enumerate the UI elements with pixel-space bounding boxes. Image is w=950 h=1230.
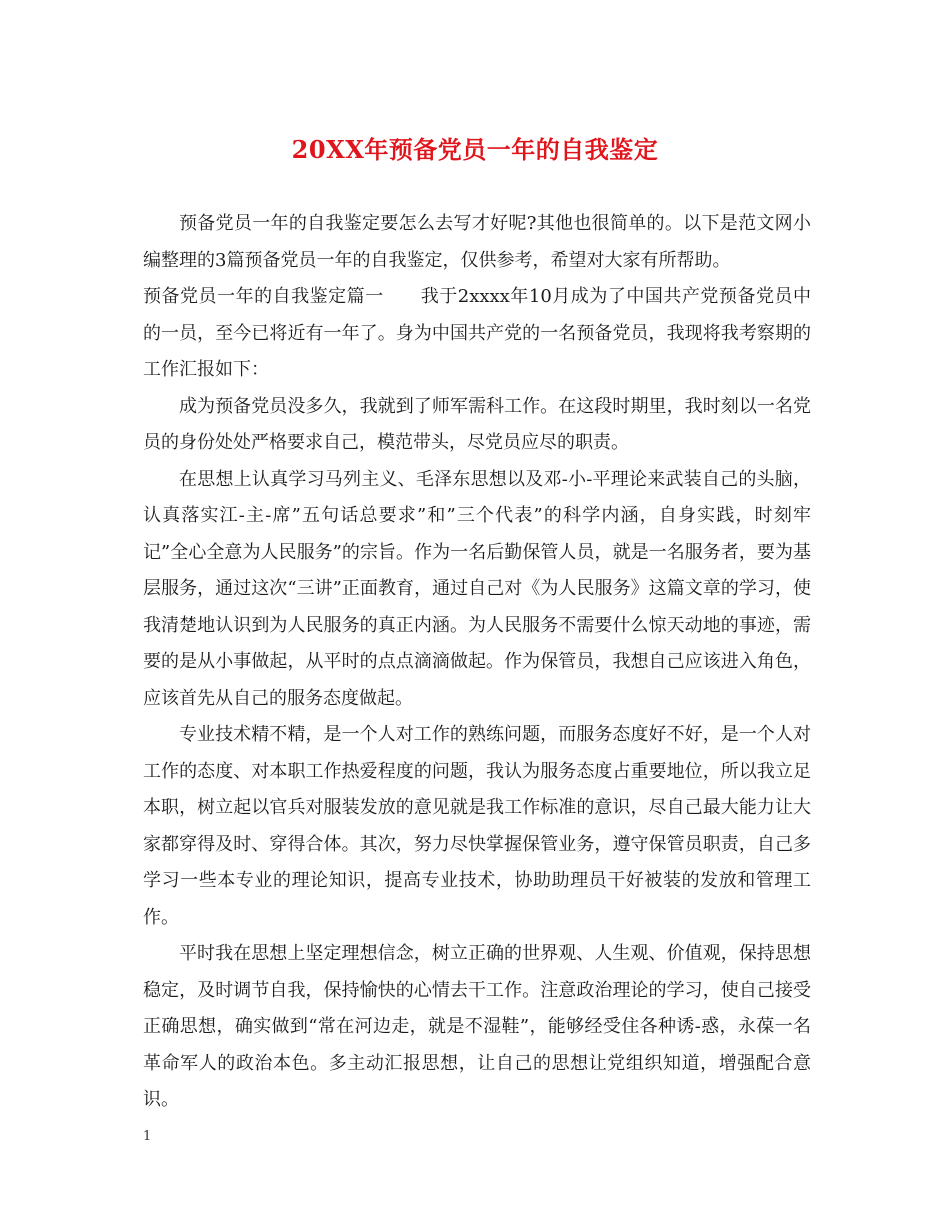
paragraph-section-one-opening: 预备党员一年的自我鉴定篇一 我于2xxxx年10月成为了中国共产党预备党员中的一员，至今已将近有一年了。身为中国共产党的一名预备党员，我现将我考察期的工作汇报如下： — [143, 286, 811, 380]
paragraph-intro: 预备党员一年的自我鉴定要怎么去写才好呢?其他也很简单的。以下是范文网小编整理的3篇预备党员一年的自我鉴定，仅供参考，希望对大家有所帮助。 — [143, 213, 811, 271]
document-body — [143, 206, 811, 1119]
document-title: 20XX年预备党员一年的自我鉴定 — [291, 135, 659, 164]
paragraph-ideology-study: 在思想上认真学习马列主义、毛泽东思想以及邓-小-平理论来武装自己的头脑，认真落实江-主-席”五句话总要求”和”三个代表”的科学内涵，自身实践，时刻牢记”全心全意为人民服务”的宗旨。作为一名后勤保管人员，就是一名服务者，要为基层服务，通过这次“三讲”正面教育，通过自己对《为人民服务》这篇文章的学习，使我清楚地认识到为人民服务的真正内涵。为人民服务不需要什么惊天动地的事迹，需要的是从小事做起，从平时的点点滴滴做起。作为保管员，我想自己应该进入角色，应该首先从自己的服务态度做起。 — [143, 468, 811, 709]
paragraph-military-supply: 成为预备党员没多久，我就到了师军需科工作。在这段时期里，我时刻以一名党员的身份处处严格要求自己，模范带头，尽党员应尽的职责。 — [143, 395, 811, 453]
paragraph-professional-skills: 专业技术精不精，是一个人对工作的熟练问题，而服务态度好不好，是一个人对工作的态度、对本职工作热爱程度的问题，我认为服务态度占重要地位，所以我立足本职，树立起以官兵对服装发放的意见就是我工作标准的意识，尽自己最大能力让大家都穿得及时、穿得合体。其次，努力尽快掌握保管业务，遵守保管员职责，自己多学习一些本专业的理论知识，提高专业技术，协助助理员干好被装的发放和管理工作。 — [143, 724, 811, 928]
page-number: 1 — [143, 1129, 152, 1144]
paragraph-ideals-beliefs: 平时我在思想上坚定理想信念，树立正确的世界观、人生观、价值观，保持思想稳定，及时调节自我，保持愉快的心情去干工作。注意政治理论的学习，使自己接受正确思想，确实做到“常在河边走，就是不湿鞋”，能够经受住各种诱-惑，永葆一名革命军人的政治本色。多主动汇报思想，让自己的思想让党组织知道，增强配合意识。 — [143, 943, 811, 1110]
